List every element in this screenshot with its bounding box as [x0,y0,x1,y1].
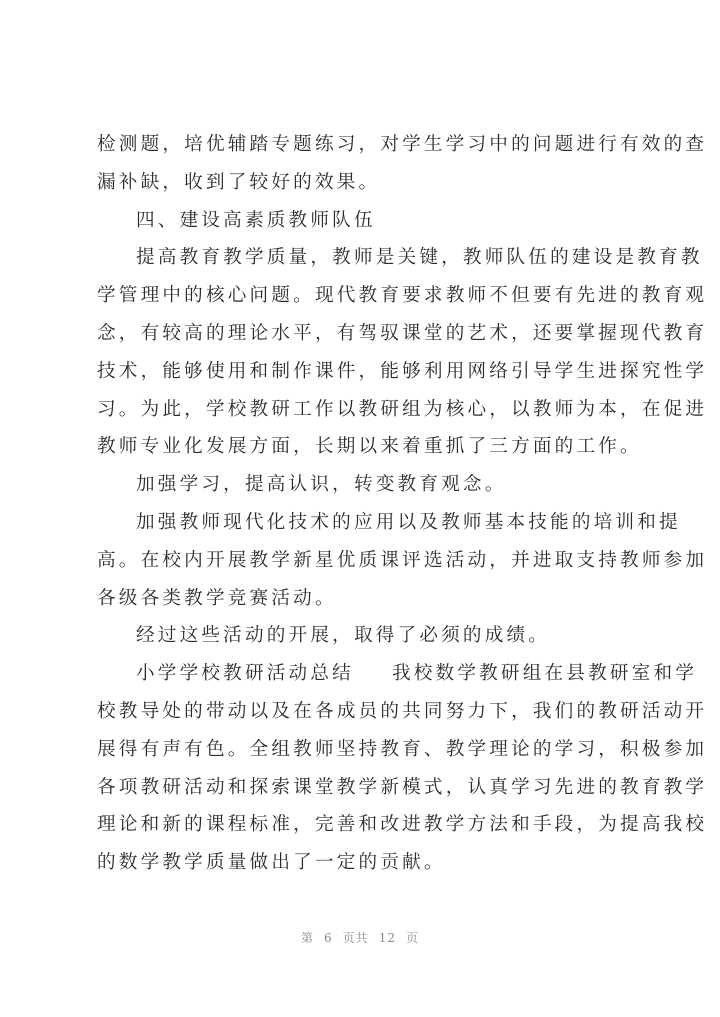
section-heading: 四、建设高素质教师队伍 [136,209,376,231]
text-line: 的数学教学质量做出了一定的贡献。 [97,852,446,874]
document-page [97,126,708,882]
text-line: 念，有较高的理论水平，有驾驭课堂的艺术，还要掌握现代教育 [97,322,708,344]
text-line: 习。为此，学校教研工作以教研组为核心，以教师为本，在促进 [97,398,708,420]
footer-middle: 页共 [342,931,369,945]
text-line: 漏补缺，收到了较好的效果。 [97,171,381,193]
page-footer [0,929,720,946]
text-line: 各级各类教学竞赛活动。 [97,587,337,609]
text-line [97,655,698,693]
text-line: 加强教师现代化技术的应用以及教师基本技能的培训和提 [136,511,681,533]
text-line: 学管理中的核心问题。现代教育要求教师不但要有先进的教育观 [97,285,708,307]
inline-text: 我校数学教研组在县教研室和学 [391,663,698,685]
current-page-number: 6 [324,931,333,945]
text-line: 校教导处的带动以及在各成员的共同努力下，我们的教研活动开 [97,700,708,722]
text-line: 高。在校内开展教学新星优质课评选活动，并进取支持教师参加 [97,549,708,571]
text-line: 经过这些活动的开展，取得了必须的成绩。 [136,625,551,647]
text-line: 各项教研活动和探索课堂教学新模式，认真学习先进的教育教学 [97,776,708,798]
text-line: 理论和新的课程标准，完善和改进教学方法和手段，为提高我校 [97,814,708,836]
inline-title: 小学学校教研活动总结 [136,663,354,685]
text-line: 加强学习，提高认识，转变教育观念。 [136,474,507,496]
text-line: 展得有声有色。全组教师坚持教育、教学理论的学习，积极参加 [97,738,708,760]
text-line: 技术，能够使用和制作课件，能够利用网络引导学生进探究性学 [97,360,708,382]
text-line: 检测题，培优辅踏专题练习，对学生学习中的问题进行有效的查 [97,134,708,155]
total-pages-number: 12 [378,931,396,945]
text-line: 提高教育教学质量，教师是关键，教师队伍的建设是教育教 [136,247,703,269]
text-line: 教师专业化发展方面，长期以来着重抓了三方面的工作。 [97,436,642,458]
footer-suffix: 页 [405,931,419,945]
footer-prefix: 第 [301,931,315,945]
